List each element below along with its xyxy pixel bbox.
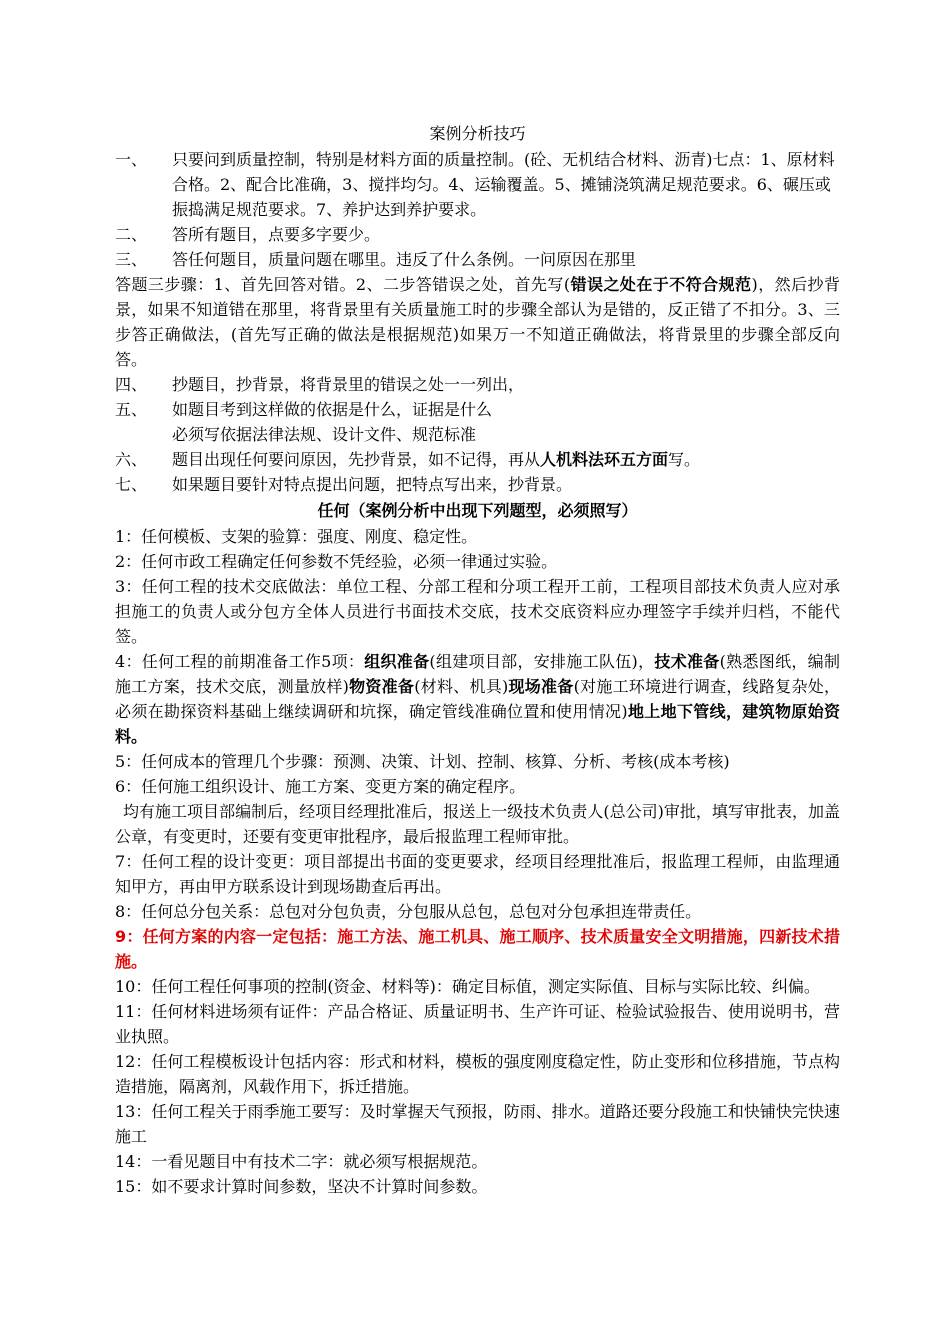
section-heading: 任何（案例分析中出现下列题型，必须照写） [317, 501, 638, 520]
item-number: 五、 [115, 400, 148, 419]
rule-6: 6：任何施工组织设计、施工方案、变更方案的确定程序。 [115, 777, 526, 796]
item-number: 七、 [115, 475, 148, 494]
item-text: 如果题目要针对特点提出问题，把特点写出来，抄背景。 [172, 475, 573, 494]
item-number: 四、 [115, 375, 148, 394]
item-number: 六、 [115, 450, 148, 469]
item-text: 题目出现任何要问原因，先抄背景，如不记得，再从人机料法环五方面写。 [172, 450, 701, 469]
item-text: 如题目考到这样做的依据是什么，证据是什么 [172, 400, 493, 419]
list-item [115, 472, 840, 497]
rule-13: 13：任何工程关于雨季施工要写：及时掌握天气预报，防雨、排水。道路还要分段施工和快铺快完快速施工 [115, 1102, 840, 1146]
item-number: 二、 [115, 225, 148, 244]
rule-8: 8：任何总分包关系：总包对分包负责，分包服从总包，总包对分包承担连带责任。 [115, 902, 702, 921]
item-text: 只要问到质量控制，特别是材料方面的质量控制。(砼、无机结合材料、沥青)七点：1、原材料合格。2、配合比准确，3、搅拌均匀。4、运输覆盖。5、摊铺浇筑满足规范要求。6、碾压或振捣满足规范要求。7、养护达到养护要求。 [172, 150, 835, 219]
list-item [115, 397, 840, 422]
rule-3: 3：任何工程的技术交底做法：单位工程、分部工程和分项工程开工前，工程项目部技术负责人应对承担施工的负责人或分包方全体人员进行书面技术交底，技术交底资料应办理签字手续并归档，不能代签。 [115, 577, 840, 646]
item-text: 抄题目，抄背景，将背景里的错误之处一一列出， [172, 375, 525, 394]
rule-2: 2：任何市政工程确定任何参数不凭经验，必须一律通过实验。 [115, 552, 558, 571]
item-number: 一、 [115, 150, 148, 169]
document-page [115, 120, 840, 1199]
item-continuation: 必须写依据法律法规、设计文件、规范标准 [172, 425, 477, 444]
rule-12: 12：任何工程模板设计包括内容：形式和材料，模板的强度刚度稳定性，防止变形和位移措施，节点构造措施，隔离剂，风载作用下，拆迁措施。 [115, 1052, 840, 1096]
document-title: 案例分析技巧 [429, 124, 526, 143]
list-item [115, 147, 840, 222]
three-steps-paragraph: 答题三步骤：1、首先回答对错。2、二步答错误之处，首先写(错误之处在于不符合规范)，然后抄背景，如果不知道错在那里，将背景里有关质量施工时的步骤全部认为是错的，反正错了不扣分。3、三步答正确做法，(首先写正确的做法是根据规范)如果万一不知道正确做法，将背景里的步骤全部反向答。 [115, 275, 840, 369]
item-number: 三、 [115, 250, 148, 269]
rule-5: 5：任何成本的管理几个步骤：预测、决策、计划、控制、核算、分析、考核(成本考核) [115, 752, 730, 771]
rule-11: 11：任何材料进场须有证件：产品合格证、质量证明书、生产许可证、检验试验报告、使用说明书，营业执照。 [115, 1002, 840, 1046]
list-item [115, 247, 840, 272]
list-item [115, 447, 840, 472]
rule-9-highlighted: 9：任何方案的内容一定包括：施工方法、施工机具、施工顺序、技术质量安全文明措施，四新技术措施。 [115, 927, 840, 971]
bold-phrase: 人机料法环五方面 [540, 450, 669, 469]
rule-6-detail: 均有施工项目部编制后，经项目经理批准后，报送上一级技术负责人(总公司)审批，填写审批表，加盖公章，有变更时，还要有变更审批程序，最后报监理工程师审批。 [115, 802, 840, 846]
item-text: 答任何题目，质量问题在哪里。违反了什么条例。一问原因在那里 [172, 250, 637, 269]
list-item [115, 372, 840, 397]
rule-1: 1：任何模板、支架的验算：强度、刚度、稳定性。 [115, 527, 478, 546]
rule-10: 10：任何工程任何事项的控制(资金、材料等)：确定目标值，测定实际值、目标与实际比较、纠偏。 [115, 977, 820, 996]
rule-7: 7：任何工程的设计变更：项目部提出书面的变更要求，经项目经理批准后，报监理工程师，由监理通知甲方，再由甲方联系设计到现场勘查后再出。 [115, 852, 840, 896]
list-item [115, 222, 840, 247]
rule-15: 15：如不要求计算时间参数，坚决不计算时间参数。 [115, 1177, 488, 1196]
rule-14: 14：一看见题目中有技术二字：就必须写根据规范。 [115, 1152, 488, 1171]
bold-phrase: 错误之处在于不符合规范 [570, 275, 752, 294]
item-text: 答所有题目，点要多字要少。 [172, 225, 381, 244]
rule-4: 4：任何工程的前期准备工作5项：组织准备(组建项目部，安排施工队伍)，技术准备(熟悉图纸，编制施工方案，技术交底，测量放样)物资准备(材料、机具)现场准备(对施工环境进行调查，线路复杂处，必须在勘探资料基础上继续调研和坑探，确定管线准确位置和使用情况)地上地下管线，建筑物原始资料。 [115, 652, 840, 746]
